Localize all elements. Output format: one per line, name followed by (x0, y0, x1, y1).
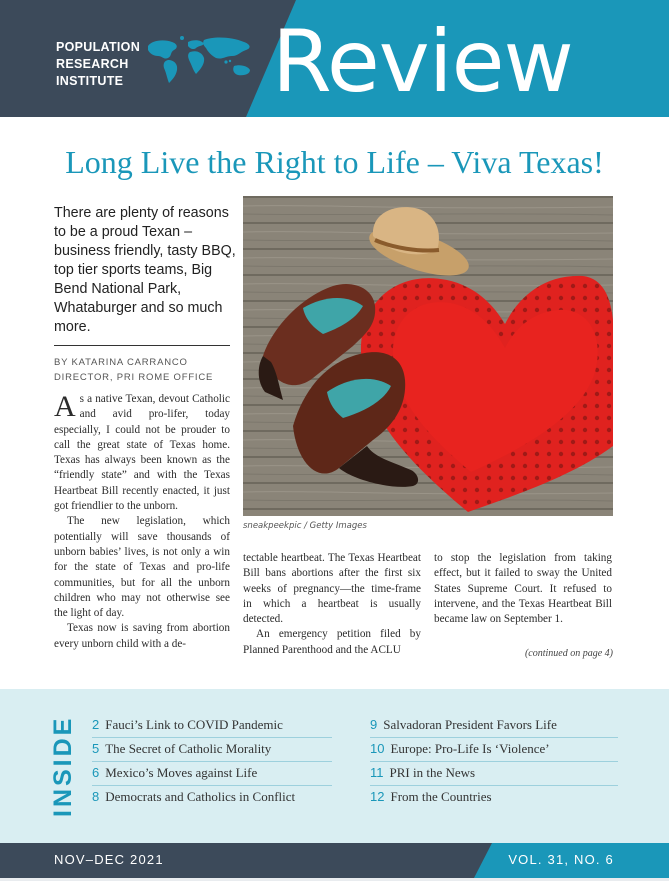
paragraph: to stop the legislation from taking effect, but it failed to sway the United States Supreme Court. It refused to intervene, and the Texas Heartbeat Bill became law on September 1. (434, 552, 612, 626)
org-name (56, 39, 140, 90)
paragraph: tectable heartbeat. The Texas Heartbeat Bill bans abortions after the first six weeks of pregnancy—the time-frame in which a heartbeat is usually detected. (243, 552, 421, 626)
drop-cap: A (54, 390, 76, 423)
photo-credit: sneakpeekpic / Getty Images (243, 521, 367, 531)
org-line-3: INSTITUTE (56, 74, 124, 88)
toc-item[interactable] (370, 762, 618, 786)
toc-item[interactable] (92, 738, 332, 762)
continued-link[interactable]: (continued on page 4) (524, 648, 613, 659)
byline (54, 355, 244, 385)
toc-item[interactable] (92, 786, 332, 810)
toc-title: Mexico’s Moves against Life (105, 765, 258, 780)
issue-date: NOV–DEC 2021 (54, 852, 164, 867)
article-photo (243, 196, 613, 516)
toc-item[interactable] (92, 762, 332, 786)
article-column-2 (243, 551, 421, 658)
toc-item[interactable] (370, 738, 618, 762)
org-line-1: POPULATION (56, 40, 141, 54)
paragraph (54, 392, 230, 514)
toc-item[interactable] (370, 786, 618, 810)
article-headline: Long Live the Right to Life – Viva Texas! (65, 144, 604, 180)
issue-volume: VOL. 31, NO. 6 (508, 852, 614, 867)
toc-page-number: 10 (370, 741, 385, 756)
toc-title: Democrats and Catholics in Conflict (105, 789, 296, 804)
article-intro: There are plenty of reasons to be a proud Texan – business friendly, tasty BBQ, top tier sports teams, Big Bend National Park, Whataburger and so much more. (54, 205, 236, 335)
publication-title: Review (272, 12, 573, 112)
toc-left-column (92, 714, 332, 810)
toc-page-number: 8 (92, 789, 100, 804)
world-map-icon (142, 34, 258, 86)
intro-divider (54, 345, 230, 346)
paragraph: The new legislation, which potentially will save thousands of unborn babies’ lives, is not only a win for the state of Texas and pro-life communities, but for all the unborn children who may not otherwise see the light of day. (54, 515, 230, 620)
article-column-3 (434, 551, 612, 627)
toc-title: Europe: Pro-Life Is ‘Violence’ (390, 741, 550, 756)
toc-item[interactable] (92, 714, 332, 738)
paragraph-text: s a native Texan, devout Catholic and avid pro-lifer, today especially, I could not be prouder to call the great state of Texas home. Texas has always been known as the “friendly state” and with the Texas Heartbeat Bill recently enacted, it just got friendlier to the unborn. (54, 393, 230, 513)
toc-title: PRI in the News (389, 765, 476, 780)
author-name: BY KATARINA CARRANCO (54, 357, 188, 368)
toc-page-number: 2 (92, 717, 100, 732)
toc-page-number: 9 (370, 717, 378, 732)
paragraph: Texas now is saving from abortion every unborn child with a de- (54, 622, 230, 650)
toc-page-number: 12 (370, 789, 385, 804)
paragraph: An emergency petition filed by Planned Parenthood and the ACLU (243, 628, 421, 656)
org-line-2: RESEARCH (56, 57, 129, 71)
toc-title: Salvadoran President Favors Life (383, 717, 557, 732)
toc-page-number: 6 (92, 765, 100, 780)
toc-right-column (370, 714, 618, 810)
author-title: DIRECTOR, PRI ROME OFFICE (54, 372, 214, 383)
article-column-1 (54, 392, 230, 652)
inside-label (44, 707, 80, 819)
toc-page-number: 11 (370, 765, 384, 780)
toc-item[interactable] (370, 714, 618, 738)
toc-title: From the Countries (390, 789, 492, 804)
toc-page-number: 5 (92, 741, 100, 756)
inside-label-text: INSIDE (49, 715, 77, 817)
toc-title: Fauci’s Link to COVID Pandemic (105, 717, 283, 732)
toc-title: The Secret of Catholic Morality (105, 741, 272, 756)
